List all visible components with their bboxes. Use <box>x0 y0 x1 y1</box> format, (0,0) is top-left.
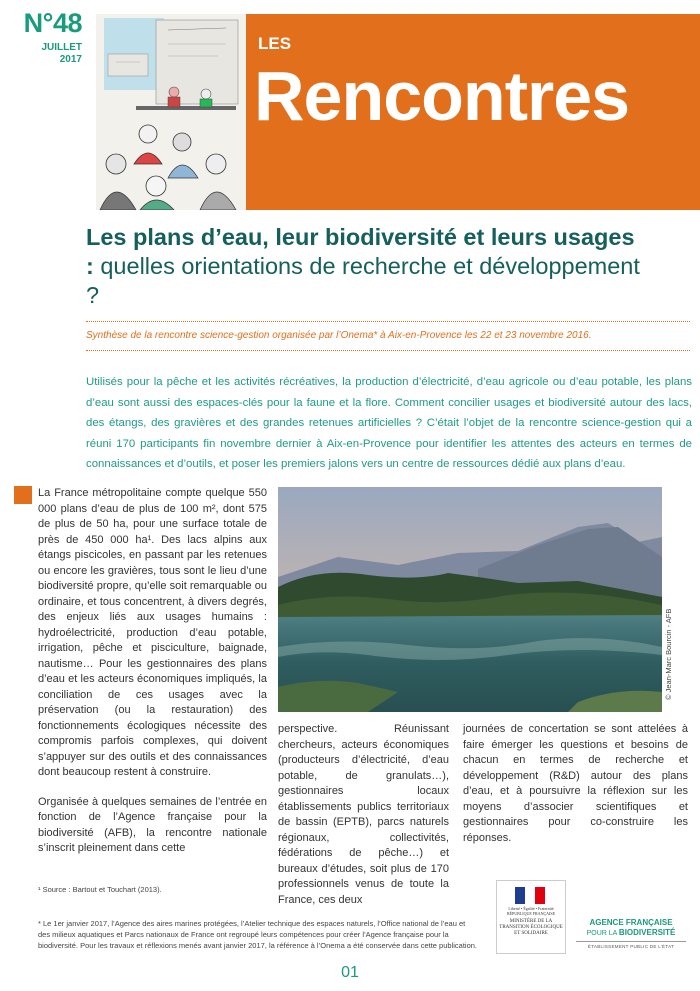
photo-credit-box <box>664 490 676 710</box>
body-paragraph: La France métropolitaine compte quelque 550 000 plans d’eau de plus de 100 m², dont 575 de plus de 50 ha, pour une surface totale de près de 450 000 ha¹. Des lacs alpins aux étangs piscicoles, en passant par les retenues ou encore les gravières, tous sont le lieu d’une biodiversité propre, qu’elle soit remarquable ou ordinaire, et tous concentrent, à divers degrés, des enjeux liés aux usages humains : hydroélectricité, production d’eau potable, irrigation, pêche et pisciculture, baignade, nautisme… Pour les gestionnaires des plans d’eau et les acteurs économiques impliqués, la conciliation de ces usages avec la préservation (ou la restauration) des fonctionnements écologiques nécessite des compromis parfois complexes, qui doivent s’appuyer sur des outils et des connaissances dont beaucoup restent à construire. <box>38 487 267 778</box>
ministry-republic: RÉPUBLIQUE FRANÇAISE <box>506 911 556 916</box>
afb-name-line1: AGENCE FRANÇAISE <box>589 918 673 927</box>
series-label-les: LES <box>258 34 292 53</box>
article-title <box>86 223 646 310</box>
lake-photo <box>278 487 662 712</box>
cover-illustration <box>96 14 246 210</box>
article-title-bold: Les plans d’eau, leur biodiversité et leurs usages : <box>86 224 635 279</box>
intro-paragraph: Utilisés pour la pêche et les activités récréatives, la production d’électricité, d’eau agricole ou d’eau potable, les plans d’eau sont aussi des espaces-clés pour la faune et la flore. Comment concilier usages et biodiversité autour des lacs, des étangs, des gravières et des grandes retenues artificielles ? C’était l’objet de la rencontre science-gestion qui a réuni 170 participants fin novembre dernier à Aix-en-Provence pour identifier les attentes des acteurs en termes de connaissances et d’outils, et poser les premiers jalons vers un centre de ressources dédié aux plans d’eau. <box>86 376 692 470</box>
ministry-name: MINISTÈRE DE LA TRANSITION ÉCOLOGIQUE ET SOLIDAIRE <box>499 919 563 936</box>
section-marker <box>14 486 32 504</box>
afb-logo <box>576 918 686 949</box>
divider-bottom <box>86 350 690 351</box>
photo-credit: © Jean-Marc Bourcin - AFB <box>664 608 673 700</box>
afb-pour: POUR LA <box>586 930 619 937</box>
body-column-2: perspective. Réunissant chercheurs, acteurs économiques (producteurs d’électricité, d’eau potable, de granulats…), gestionnaires locaux établissements publics territoriaux de bassin (EPTB), parcs naturels régionaux, collectivités, fédérations de pêche…) et bureaux d’études, soit plus de 170 professionnels venus de toute la France, ces deux <box>278 723 449 906</box>
issue-year: 2017 <box>59 54 82 65</box>
series-banner <box>246 14 700 210</box>
ministry-motto: Liberté • Égalité • Fraternité <box>508 906 554 911</box>
french-flag-icon <box>515 887 545 904</box>
body-column-1 <box>38 486 267 871</box>
footnote-onema: * Le 1er janvier 2017, l’Agence des aires marines protégées, l’Atelier technique des espaces naturels, l’Office national de l’eau et des milieux aquatiques et Parcs nationaux de France ont regroupé leurs compétences pour créer l’Agence française pour la biodiversité. Pour les travaux et réflexions menés avant janvier 2017, la référence à l’Onema a été conservée dans cette publication. <box>38 919 477 950</box>
divider-top <box>86 321 690 322</box>
afb-name-line2 <box>576 928 686 939</box>
body-column-3: journées de concertation se sont attelées à faire émerger les questions et besoins de chacun en termes de recherche et développement (R&D) autour des plans d’eau, et à poursuivre la réflexion sur les moyens d’associer scientifiques et gestionnaires pour co-construire les réponses. <box>463 723 688 844</box>
article-title-rest: quelles orientations de recherche et développement ? <box>86 253 640 308</box>
synthesis-line: Synthèse de la rencontre science-gestion organisée par l’Onema* à Aix-en-Provence les 22 et 23 novembre 2016. <box>86 330 592 341</box>
body-paragraph: Organisée à quelques semaines de l’entrée en fonction de l’Agence française pour la biodiversité (AFB), la rencontre nationale s’inscrit pleinement dans cette <box>38 795 267 854</box>
page-number: 01 <box>341 964 359 981</box>
afb-status: ÉTABLISSEMENT PUBLIC DE L’ÉTAT <box>576 941 686 949</box>
series-title: Rencontres <box>254 57 630 135</box>
footnote-source: ¹ Source : Bartout et Touchart (2013). <box>38 885 162 894</box>
issue-block <box>10 8 82 66</box>
ministry-logo <box>496 880 566 954</box>
issue-number: N°48 <box>23 8 82 38</box>
issue-month: JUILLET <box>41 42 82 53</box>
afb-biodiversite: BIODIVERSITÉ <box>618 928 676 937</box>
